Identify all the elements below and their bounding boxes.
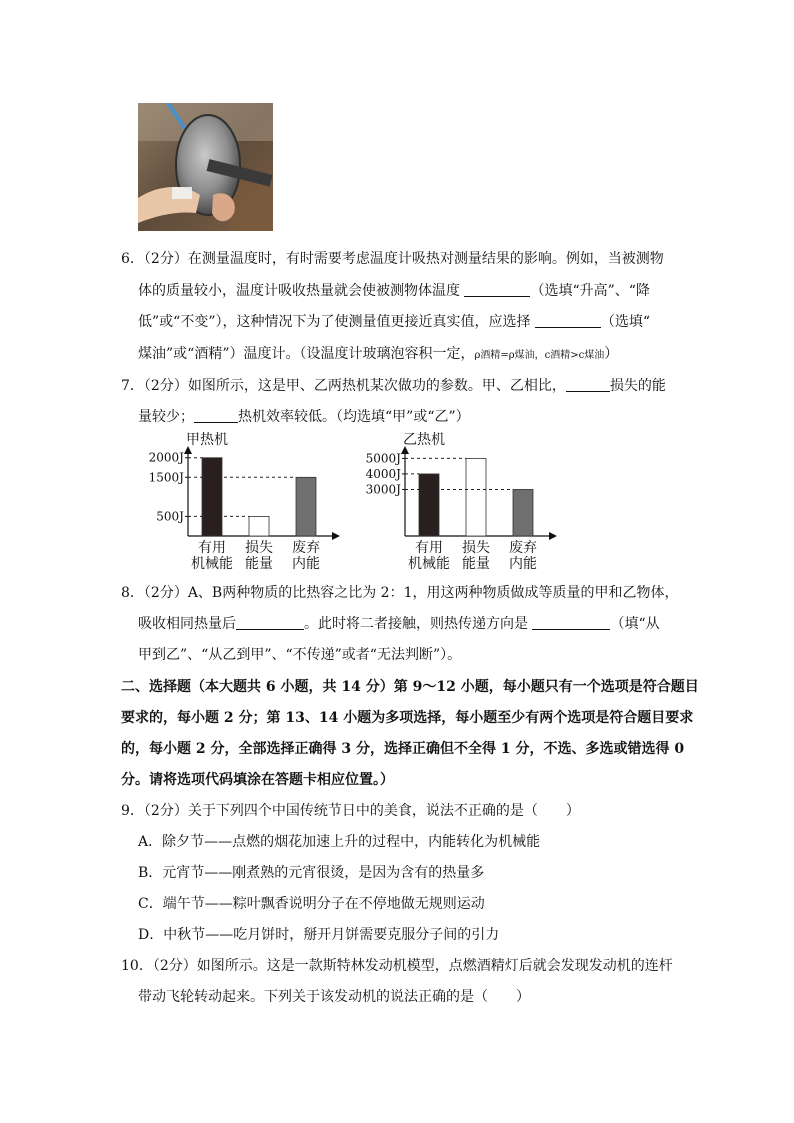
q6-blank-2[interactable]: [535, 313, 601, 328]
q10-line-1: 10．（2分）如图所示。这是一款斯特林发动机模型，点燃酒精灯后就会发现发动机的连杆: [121, 958, 673, 974]
q7-text: 热机效率较低。（均选填“甲”或“乙”）: [238, 409, 470, 425]
x-tick-label: 机械能: [408, 556, 450, 572]
x-tick-label: 有用: [198, 540, 226, 556]
q6-text: ）: [604, 346, 619, 362]
q6-text: 低”或“不变”），这种情况下为了使测量值更接近真实值，应选择: [138, 314, 535, 330]
x-axis-arrow-icon: [549, 532, 557, 540]
x-axis-arrow-icon: [332, 532, 340, 540]
x-tick-label: 内能: [292, 556, 320, 572]
q7-line-1: [121, 377, 666, 395]
q9-option-d[interactable]: D．中秋节——吃月饼时，掰开月饼需要克服分子间的引力: [138, 927, 500, 943]
engine-photo: [138, 103, 273, 231]
chart-title: 乙热机: [403, 432, 445, 448]
q7-text: 7．（2分）如图所示，这是甲、乙两热机某次做功的参数。甲、乙相比，: [121, 378, 566, 394]
bar: [513, 489, 533, 536]
q7-text: 损失的能: [609, 378, 666, 394]
x-tick-label: 机械能: [191, 556, 233, 572]
chart-jia-heat-engine: [128, 428, 353, 578]
q6-line-1: 6．（2分）在测量温度时，有时需要考虑温度计吸热对测量结果的影响。例如，当被测物: [121, 251, 664, 267]
x-tick-label: 内能: [509, 556, 537, 572]
q9-option-c[interactable]: C．端午节——粽叶飘香说明分子在不停地做无规则运动: [138, 896, 485, 912]
q9-option-b[interactable]: B．元宵节——刚煮熟的元宵很烫，是因为含有的热量多: [138, 865, 485, 881]
chart-yi-heat-engine: [345, 428, 570, 578]
section-2-line-3: 的，每小题 2 分，全部选择正确得 3 分，选择正确但不全得 1 分，不选、多选或错选得 0: [121, 741, 685, 757]
q7-blank-1[interactable]: [566, 377, 610, 392]
c-symbol: ，c: [534, 350, 551, 361]
section-2-line-2: 要求的，每小题 2 分；第 13、14 小题为多项选择，每小题至少有两个选项是符合题目要求: [121, 710, 694, 726]
q6-text: （选填“升高”、“降: [530, 283, 650, 299]
q8-blank-1[interactable]: [236, 615, 304, 630]
q8-text: （填“从: [610, 616, 660, 632]
rho-symbol: ρ: [474, 350, 481, 361]
q8-line-2: [138, 615, 660, 633]
x-tick-label: 能量: [462, 556, 490, 572]
bar: [296, 477, 316, 536]
subscript: 酒精: [550, 350, 571, 361]
bar: [419, 474, 439, 536]
q8-line-3: 甲到乙”、“从乙到甲”、“不传递”或者“无法判断”）。: [138, 647, 462, 663]
q8-line-1: 8．（2分）A、B两种物质的比热容之比为 2：1，用这两种物质做成等质量的甲和乙物体，: [121, 585, 679, 601]
section-2-line-1: 二、选择题（本大题共 6 小题，共 14 分）第 9～12 小题，每小题只有一个选项是符合题目: [121, 679, 699, 695]
bar: [466, 458, 486, 536]
q7-blank-2[interactable]: [194, 408, 238, 423]
q6-text: 体的质量较小，温度计吸收热量就会使被测物体温度: [138, 283, 465, 299]
y-tick-label: 3000J: [365, 482, 401, 497]
y-tick-label: 500J: [156, 509, 184, 524]
section-2-line-4: 分。请将选项代码填涂在答题卡相应位置。）: [121, 772, 394, 788]
q9-stem: 9．（2分）关于下列四个中国传统节日中的美食，说法不正确的是（ ）: [121, 803, 580, 819]
q6-line-3: [138, 313, 650, 331]
x-tick-label: 废弃: [509, 540, 537, 556]
q6-line-4: [138, 345, 618, 365]
q10-line-2: 带动飞轮转动起来。下列关于该发动机的说法正确的是（ ）: [138, 989, 530, 1005]
subscript: 酒精: [480, 350, 501, 361]
rho-symbol: =ρ: [500, 350, 515, 361]
q8-blank-2[interactable]: [532, 615, 610, 630]
bar: [249, 516, 269, 536]
bar: [202, 458, 222, 536]
q6-blank-1[interactable]: [464, 282, 530, 297]
x-tick-label: 能量: [245, 556, 273, 572]
c-symbol: >c: [570, 350, 585, 361]
x-tick-label: 损失: [245, 540, 273, 556]
q8-text: 吸收相同热量后: [138, 616, 236, 632]
q7-text: 量较少；: [138, 409, 194, 425]
y-tick-label: 1500J: [148, 470, 184, 485]
x-tick-label: 废弃: [292, 540, 320, 556]
q7-line-2: [138, 408, 470, 426]
q6-text: （选填“: [600, 314, 651, 330]
q8-text: 。此时将二者接触，则热传递方向是: [304, 616, 533, 632]
subscript: 煤油: [514, 350, 535, 361]
q6-text: 煤油”或“酒精”）温度计。（设温度计玻璃泡容积一定，: [138, 346, 475, 362]
y-tick-label: 5000J: [365, 451, 401, 466]
q6-line-2: [138, 282, 650, 300]
y-tick-label: 4000J: [365, 466, 401, 481]
chart-title: 甲热机: [186, 432, 228, 448]
q9-option-a[interactable]: A．除夕节——点燃的烟花加速上升的过程中，内能转化为机械能: [138, 834, 541, 850]
y-tick-label: 2000J: [148, 450, 184, 465]
x-tick-label: 有用: [415, 540, 443, 556]
subscript: 煤油: [584, 350, 605, 361]
x-tick-label: 损失: [462, 540, 490, 556]
